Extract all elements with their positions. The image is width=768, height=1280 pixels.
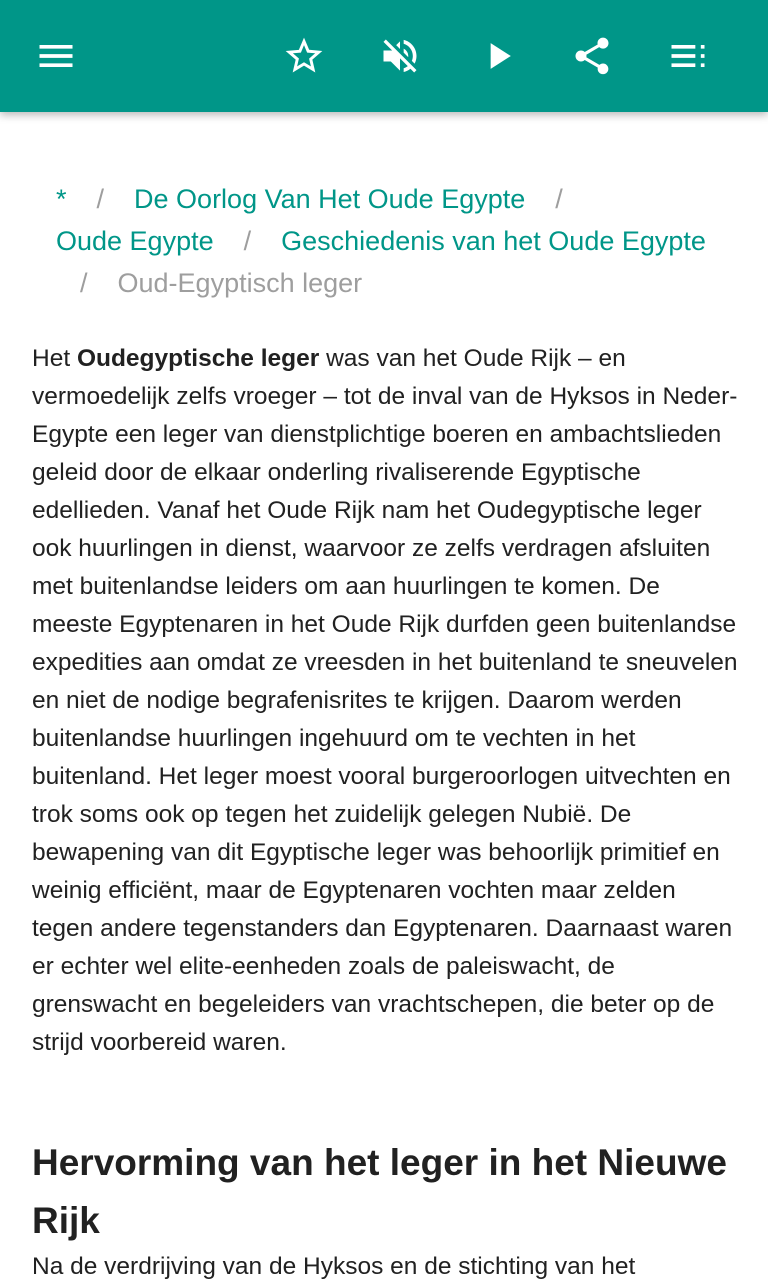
volume-off-icon: [378, 34, 422, 78]
star-outline-icon: [282, 34, 326, 78]
breadcrumb-item-oude-egypte[interactable]: Oude Egypte: [56, 226, 214, 256]
share-button[interactable]: [560, 24, 624, 88]
section-paragraph: Na de verdrijving van de Hyksos en de stichting van het: [32, 1253, 636, 1280]
breadcrumb-separator: /: [96, 184, 105, 214]
playlist-icon: [666, 34, 710, 78]
breadcrumb-current: Oud-Egyptisch leger: [117, 268, 363, 298]
play-icon: [476, 34, 520, 78]
breadcrumb-line-2: [56, 220, 736, 262]
play-button[interactable]: [466, 24, 530, 88]
breadcrumb-root[interactable]: *: [56, 184, 67, 214]
app-toolbar: [0, 0, 768, 112]
menu-button[interactable]: [24, 24, 88, 88]
favorite-button[interactable]: [272, 24, 336, 88]
breadcrumb-separator: /: [80, 268, 88, 298]
article-intro-paragraph: [32, 340, 742, 1062]
menu-icon: [34, 34, 78, 78]
share-icon: [570, 34, 614, 78]
mute-button[interactable]: [368, 24, 432, 88]
intro-lead-text: Het: [32, 345, 77, 372]
section-heading: Hervorming van het leger in het Nieuwe Rijk: [32, 1142, 727, 1241]
breadcrumb-item-oorlog[interactable]: De Oorlog Van Het Oude Egypte: [134, 184, 526, 214]
breadcrumb-separator: /: [243, 226, 252, 256]
breadcrumb-separator: /: [555, 184, 563, 214]
breadcrumb-line-3: [56, 262, 736, 304]
breadcrumb: [56, 178, 736, 304]
intro-body-text: was van het Oude Rijk – en vermoedelijk zelfs vroeger – tot de inval van de Hyksos in Neder-Egypte een leger van dienstplichtige boeren en ambachtslieden geleid door de elkaar onderling rivaliserende Egyptische edellieden. Vanaf het Oude Rijk nam het Oudegyptische leger ook huurlingen in dienst, waarvoor ze zelfs verdragen afsluiten met buitenlandse leiders om aan huurlingen te komen. De meeste Egyptenaren in het Oude Rijk durfden geen buitenlandse expedities aan omdat ze vreesden in het buitenland te sneuvelen en niet de nodige begrafenisrites te krijgen. Daarom werden buitenlandse huurlingen ingehuurd om te vechten in het buitenland. Het leger moest vooral burgeroorlogen uitvechten en trok soms ook op tegen het zuidelijk gelegen Nubië. De bewapening van dit Egyptische leger was behoorlijk primitief en weinig efficiënt, maar de Egyptenaren vochten maar zelden tegen andere tegenstanders dan Egyptenaren. Daarnaast waren er echter wel elite-eenheden zoals de paleiswacht, de grenswacht en begeleiders van vrachtschepen, die beter op de strijd voorbereid waren.: [32, 345, 738, 1056]
breadcrumb-line-1: [56, 178, 736, 220]
breadcrumb-item-geschiedenis[interactable]: Geschiedenis van het Oude Egypte: [281, 226, 706, 256]
intro-bold-term: Oudegyptische leger: [76, 345, 320, 372]
playlist-button[interactable]: [656, 24, 720, 88]
